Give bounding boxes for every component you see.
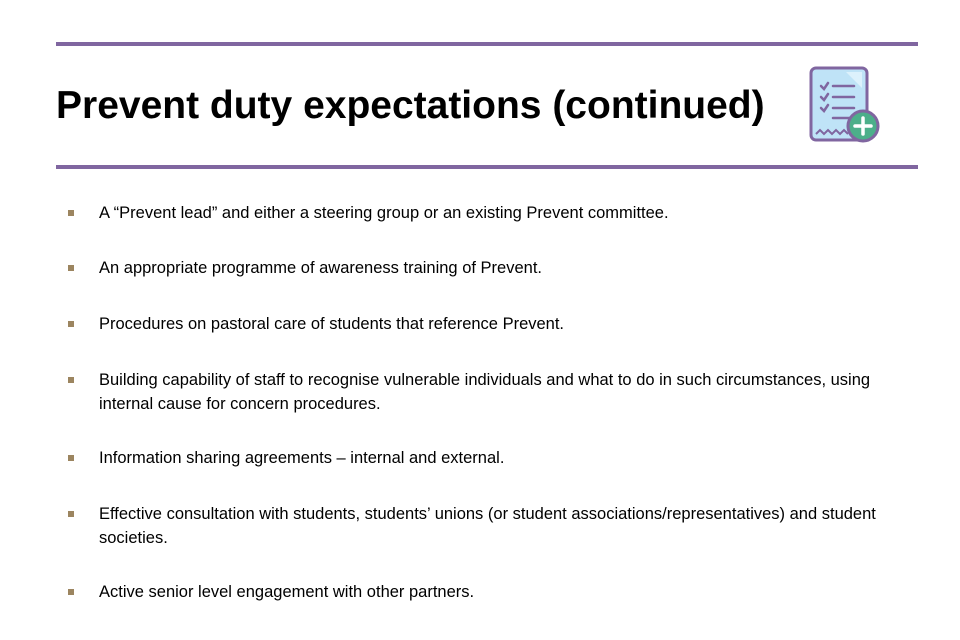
bullet-text: An appropriate programme of awareness training of Prevent. [99, 259, 542, 277]
square-bullet-icon [68, 589, 74, 595]
square-bullet-icon [68, 455, 74, 461]
square-bullet-icon [68, 377, 74, 383]
bullet-text: Effective consultation with students, students’ unions (or student associations/representatives) and student societies. [99, 505, 876, 547]
square-bullet-icon [68, 321, 74, 327]
bullet-text: Building capability of staff to recognise vulnerable individuals and what to do in such circumstances, using internal cause for concern procedures. [99, 371, 871, 413]
list-item [99, 201, 899, 225]
list-item [99, 446, 899, 470]
bullet-text: A “Prevent lead” and either a steering group or an existing Prevent committee. [99, 204, 669, 222]
square-bullet-icon [68, 511, 74, 517]
list-item [99, 580, 899, 604]
bullet-text: Procedures on pastoral care of students that reference Prevent. [99, 315, 565, 333]
list-item [99, 256, 899, 280]
list-item [99, 502, 899, 550]
slide-title: Prevent duty expectations (continued) [56, 84, 765, 127]
bullet-text: Active senior level engagement with other partners. [99, 583, 475, 601]
list-item [99, 312, 899, 336]
bullet-text: Information sharing agreements – internal and external. [99, 449, 505, 467]
square-bullet-icon [68, 265, 74, 271]
square-bullet-icon [68, 210, 74, 216]
list-item [99, 368, 899, 416]
